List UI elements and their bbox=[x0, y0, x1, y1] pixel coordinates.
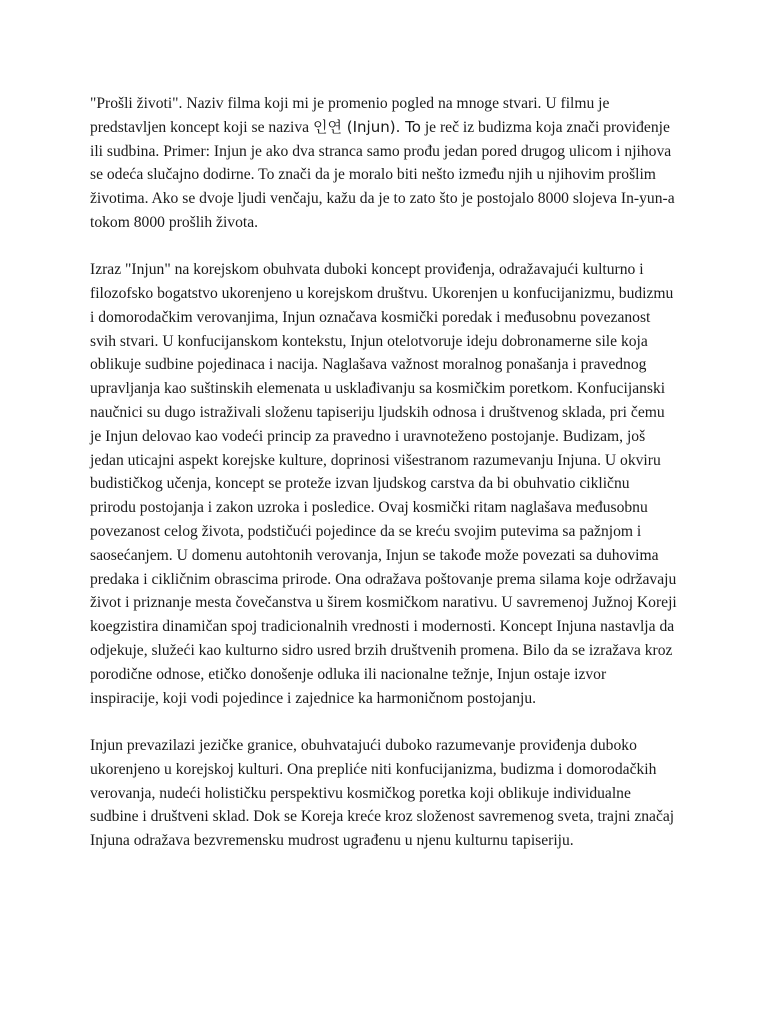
paragraph-2: Izraz "Injun" na korejskom obuhvata duboki koncept proviđenja, odražavajući kulturno i filozofsko bogatstvo ukorenjeno u korejskom društvu. Ukorenjen u konfucijanizmu, budizmu i domorodačkim verovanjima, Injun označava kosmički poredak i međusobnu povezanost svih stvari. U konfucijanskom kontekstu, Injun otelotvoruje ideju dobronamerne sile koja oblikuje sudbine pojedinaca i nacija. Naglašava važnost moralnog ponašanja i pravednog upravljanja kao suštinskih elemenata u usklađivanju sa kosmičkim poretkom. Konfucijanski naučnici su dugo istraživali složenu tapiseriju ljudskih odnosa i društvenog sklada, pri čemu je Injun delovao kao vodeći princip za pravedno i uravnoteženo postojanje. Budizam, još jedan uticajni aspekt korejske kulture, doprinosi višestranom razumevanju Injuna. U okviru budističkog učenja, koncept se proteže izvan ljudskog carstva da bi obuhvatio cikličnu prirodu postojanja i zakon uzroka i posledice. Ovaj kosmički ritam naglašava međusobnu povezanost celog života, podstičući pojedince da se kreću svojim putevima sa pažnjom i saosećanjem. U domenu autohtonih verovanja, Injun se takođe može povezati sa duhovima predaka i cikličnim obrascima prirode. Ona odražava poštovanje prema silama koje održavaju život i priznanje mesta čovečanstva u širem kosmičkom narativu. U savremenoj Južnoj Koreji koegzistira dinamičan spoj tradicionalnih vrednosti i modernosti. Koncept Injuna nastavlja da odjekuje, služeći kao kulturno sidro usred brzih društvenih promena. Bilo da se izražava kroz porodične odnose, etičko donošenje odluka ili nacionalne težnje, Injun ostaje izvor inspiracije, koji vodi pojedince i zajednice ka harmoničnom postojanju. bbox=[90, 261, 677, 707]
paragraph-1 bbox=[90, 92, 678, 235]
paragraph-1-text-a: "Prošli životi". Naziv filma koji mi je promenio pogled na mnoge stvari. U filmu je predstavljen koncept koji se naziva bbox=[90, 95, 610, 136]
paragraph-1-text-b: je reč iz budizma koja znači proviđenje ili sudbina. Primer: Injun je ako dva stranca samo prođu jedan pored drugog ulicom i njihova se odeća slučajno dodirne. To znači da je moralo biti nešto između njih u njihovim prošlim životima. Ako se dvoje ljudi venčaju, kažu da je to zato što je postojalo 8000 slojeva In-yun-a tokom 8000 prošlih života. bbox=[90, 118, 675, 231]
document-body bbox=[90, 92, 678, 876]
paragraph-3: Injun prevazilazi jezičke granice, obuhvatajući duboko razumevanje proviđenja duboko ukorenjeno u korejskoj kulturi. Ona prepliće niti konfucijanizma, budizma i domorodačkih verovanja, nudeći holističku perspektivu kosmičkog poretka koji oblikuje individualne sudbine i društveni sklad. Dok se Koreja kreće kroz složenost savremenog sveta, trajni značaj Injuna odražava bezvremensku mudrost ugrađenu u njenu kulturnu tapiseriju. bbox=[90, 736, 675, 850]
korean-term: 인연 (Injun). To bbox=[313, 117, 421, 136]
